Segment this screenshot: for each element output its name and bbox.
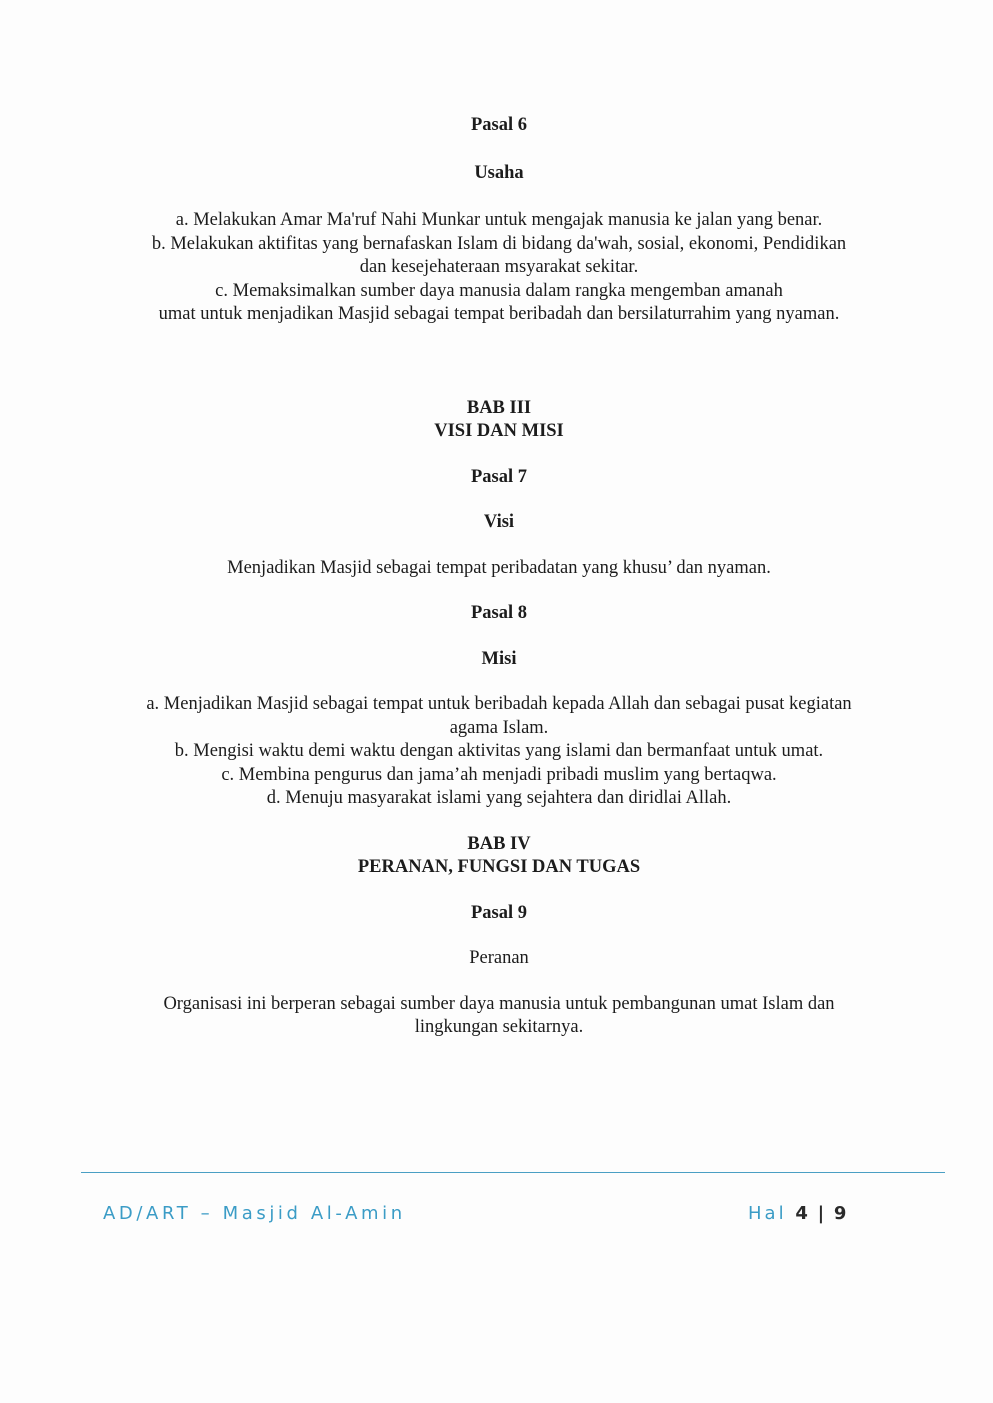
pasal-6-line: a. Melakukan Amar Ma'ruf Nahi Munkar untuk mengajak manusia ke jalan yang benar. (175, 210, 823, 230)
footer-page-total: 9 (833, 1203, 848, 1224)
pasal-7-text: Menjadikan Masjid sebagai tempat peribadatan yang khusu’ dan nyaman. (227, 557, 771, 578)
pasal-6-subtitle: Usaha (474, 162, 524, 183)
footer-divider (81, 1172, 945, 1173)
bab-3-title: BAB III (466, 397, 532, 418)
pasal-8-line: d. Menuju masyarakat islami yang sejahtera dan diridlai Allah. (266, 788, 732, 808)
footer-document-label: AD/ART – Masjid Al-Amin (103, 1203, 406, 1224)
pasal-6-line: c. Memaksimalkan sumber daya manusia dalam rangka mengemban amanah (215, 280, 783, 301)
pasal-9-line: Organisasi ini berperan sebagai sumber daya manusia untuk pembangunan umat Islam dan (163, 993, 835, 1014)
footer-page-separator: | (817, 1203, 826, 1224)
pasal-9-line: lingkungan sekitarnya. (414, 1017, 584, 1037)
document-body (95, 114, 903, 1040)
pasal-6-title: Pasal 6 (470, 115, 527, 135)
footer-page-number: 4 (795, 1203, 809, 1224)
pasal-7-title: Pasal 7 (470, 466, 527, 487)
pasal-8-title: Pasal 8 (470, 603, 527, 623)
footer-page-prefix: Hal (748, 1203, 787, 1224)
bab-4-title: BAB IV (467, 833, 531, 854)
pasal-9-subtitle: Peranan (469, 948, 529, 968)
pasal-9-title: Pasal 9 (470, 902, 527, 923)
pasal-8-subtitle: Misi (481, 648, 517, 669)
pasal-6-line: umat untuk menjadikan Masjid sebagai tempat beribadah dan bersilaturrahim yang nyaman. (158, 304, 840, 324)
bab-4-subtitle: PERANAN, FUNGSI DAN TUGAS (357, 857, 641, 877)
pasal-6-line: b. Melakukan aktifitas yang bernafaskan Islam di bidang da'wah, sosial, ekonomi, Pendidikan (151, 233, 847, 254)
footer-page-indicator (748, 1203, 847, 1224)
pasal-8-line: c. Membina pengurus dan jama’ah menjadi pribadi muslim yang bertaqwa. (221, 764, 777, 785)
pasal-6-line: dan kesejehateraan msyarakat sekitar. (359, 257, 639, 277)
pasal-7-subtitle: Visi (483, 512, 515, 532)
pasal-8-line: a. Menjadikan Masjid sebagai tempat untuk beribadah kepada Allah dan sebagai pusat kegiatan (146, 694, 852, 714)
pasal-8-line: agama Islam. (449, 717, 549, 738)
bab-3-subtitle: VISI DAN MISI (434, 421, 564, 441)
pasal-8-line: b. Mengisi waktu demi waktu dengan aktivitas yang islami dan bermanfaat untuk umat. (174, 741, 824, 761)
